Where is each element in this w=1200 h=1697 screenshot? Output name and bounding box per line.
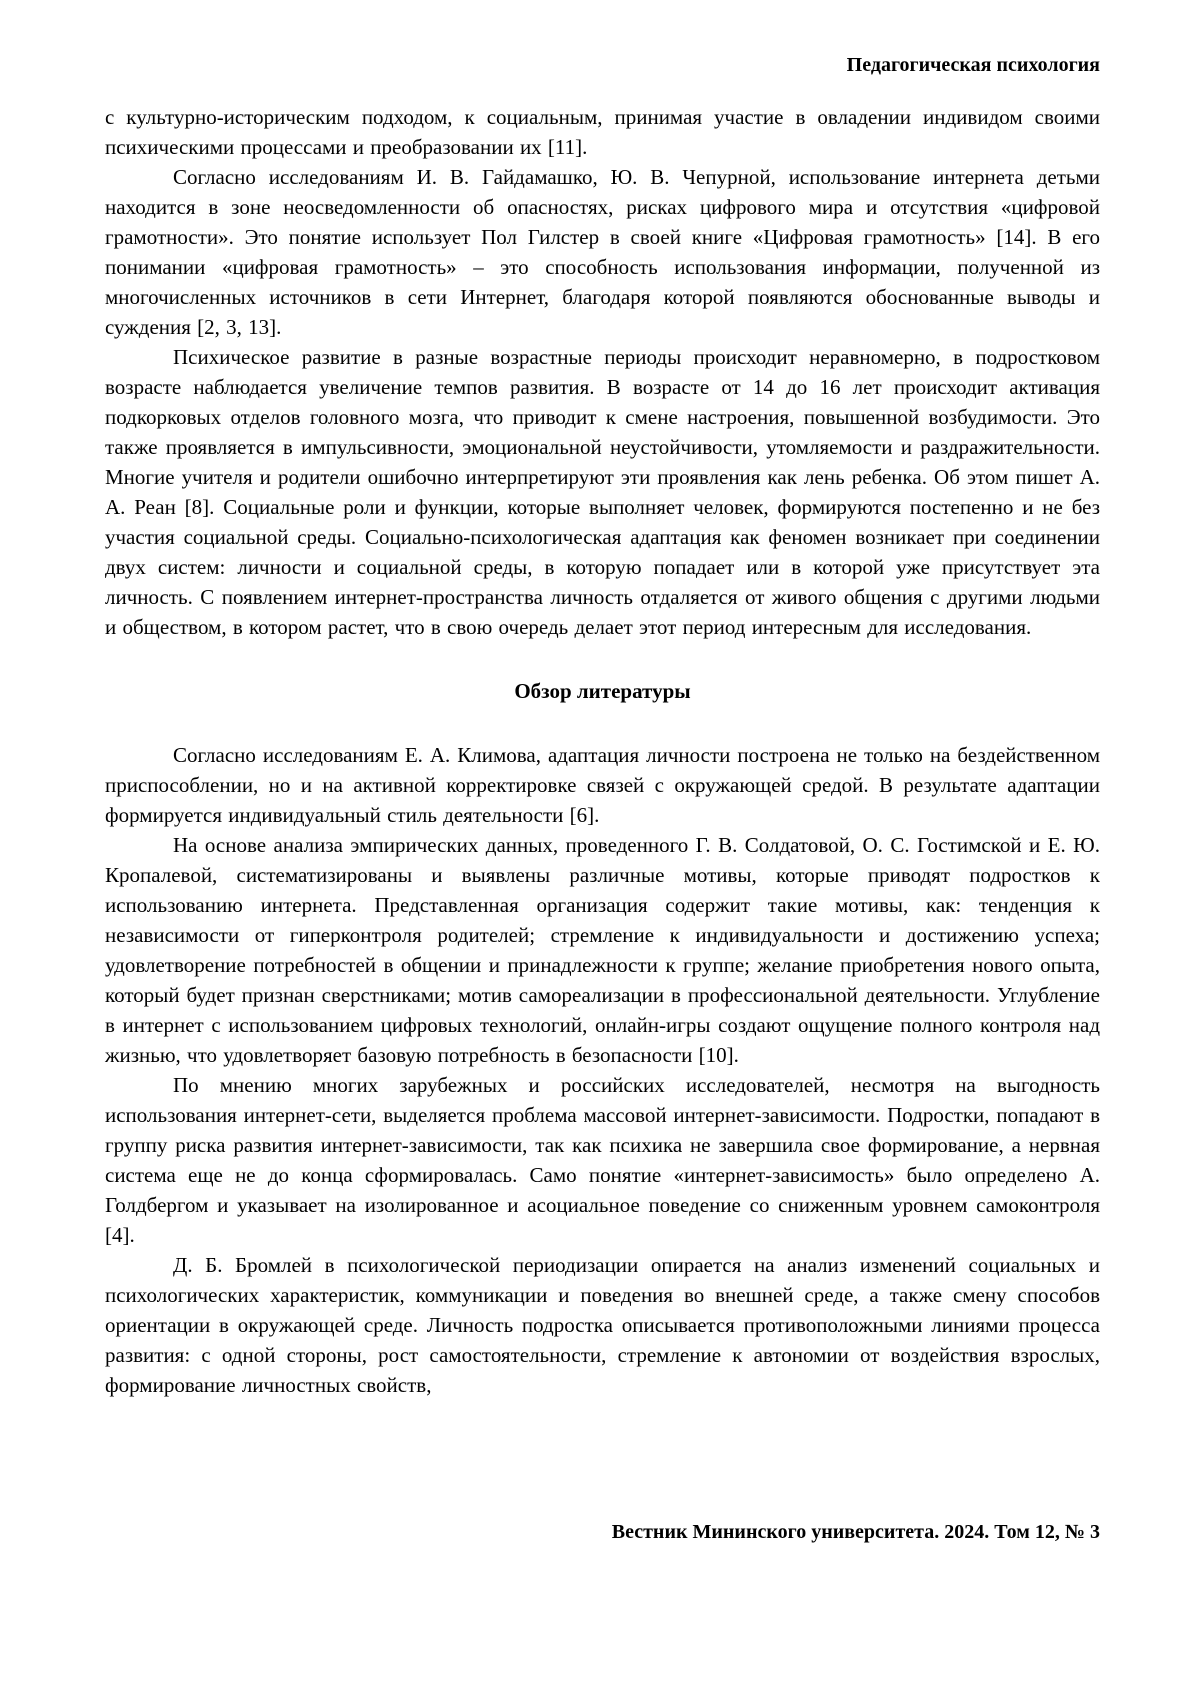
section-heading-literature-review: Обзор литературы <box>514 679 691 703</box>
paragraph: Д. Б. Бромлей в психологической периодизации опирается на анализ изменений социальных и психологических характеристик, коммуникации и поведения во внешней среде, а также смену способов ориентации в окружающей среде. Личность подростка описывается противоположными линиями процесса развития: с одной стороны, рост самостоятельности, стремление к автономии от воздействия взрослых, формирование личностных свойств, <box>105 1253 1100 1397</box>
paragraph: Согласно исследованиям И. В. Гайдамашко, Ю. В. Чепурной, использование интернета детьми находится в зоне неосведомленности об опасностях, рисках цифрового мира и отсутствия «цифровой грамотности». Это понятие использует Пол Гилстер в своей книге «Цифровая грамотность» [14]. В его понимании «цифровая грамотность» – это способность использования информации, полученной из многочисленных источников в сети Интернет, благодаря которой появляются обоснованные выводы и суждения [2, 3, 13]. <box>105 165 1100 339</box>
paragraph: с культурно-историческим подходом, к социальным, принимая участие в овладении индивидом своими психическими процессами и преобразовании их [11]. <box>105 105 1100 159</box>
paragraph: Согласно исследованиям Е. А. Климова, адаптация личности построена не только на бездейственном приспособлении, но и на активной корректировке связей с окружающей средой. В результате адаптации формируется индивидуальный стиль деятельности [6]. <box>105 743 1100 827</box>
running-head: Педагогическая психология <box>846 54 1100 76</box>
article-body <box>105 102 1100 1400</box>
paragraph: Психическое развитие в разные возрастные периоды происходит неравномерно, в подростковом возрасте наблюдается увеличение темпов развития. В возрасте от 14 до 16 лет происходит активация подкорковых отделов головного мозга, что приводит к смене настроения, повышенной возбудимости. Это также проявляется в импульсивности, эмоциональной неустойчивости, утомляемости и раздражительности. Многие учителя и родители ошибочно интерпретируют эти проявления как лень ребенка. Об этом пишет А. А. Реан [8]. Социальные роли и функции, которые выполняет человек, формируются постепенно и не без участия социальной среды. Социально-психологическая адаптация как феномен возникает при соединении двух систем: личности и социальной среды, в которую попадает или в которой уже присутствует эта личность. С появлением интернет-пространства личность отдаляется от живого общения с другими людьми и обществом, в котором растет, что в свою очередь делает этот период интересным для исследования. <box>105 345 1100 639</box>
paragraph: По мнению многих зарубежных и российских исследователей, несмотря на выгодность использования интернет-сети, выделяется проблема массовой интернет-зависимости. Подростки, попадают в группу риска развития интернет-зависимости, так как психика не завершила свое формирование, а нервная система еще не до конца сформировалась. Само понятие «интернет-зависимость» было определено А. Голдбергом и указывает на изолированное и асоциальное поведение со сниженным уровнем самоконтроля [4]. <box>105 1073 1100 1247</box>
paragraph: На основе анализа эмпирических данных, проведенного Г. В. Солдатовой, О. С. Гостимской и Е. Ю. Кропалевой, систематизированы и выявлены различные мотивы, которые приводят подростков к использованию интернета. Представленная организация содержит такие мотивы, как: тенденция к независимости от гиперконтроля родителей; стремление к индивидуальности и достижению успеха; удовлетворение потребностей в общении и принадлежности к группе; желание приобретения нового опыта, который будет признан сверстниками; мотив самореализации в профессиональной деятельности. Углубление в интернет с использованием цифровых технологий, онлайн-игры создают ощущение полного контроля над жизнью, что удовлетворяет базовую потребность в безопасности [10]. <box>105 833 1100 1067</box>
journal-footer: Вестник Мининского университета. 2024. Том 12, № 3 <box>611 1521 1100 1543</box>
